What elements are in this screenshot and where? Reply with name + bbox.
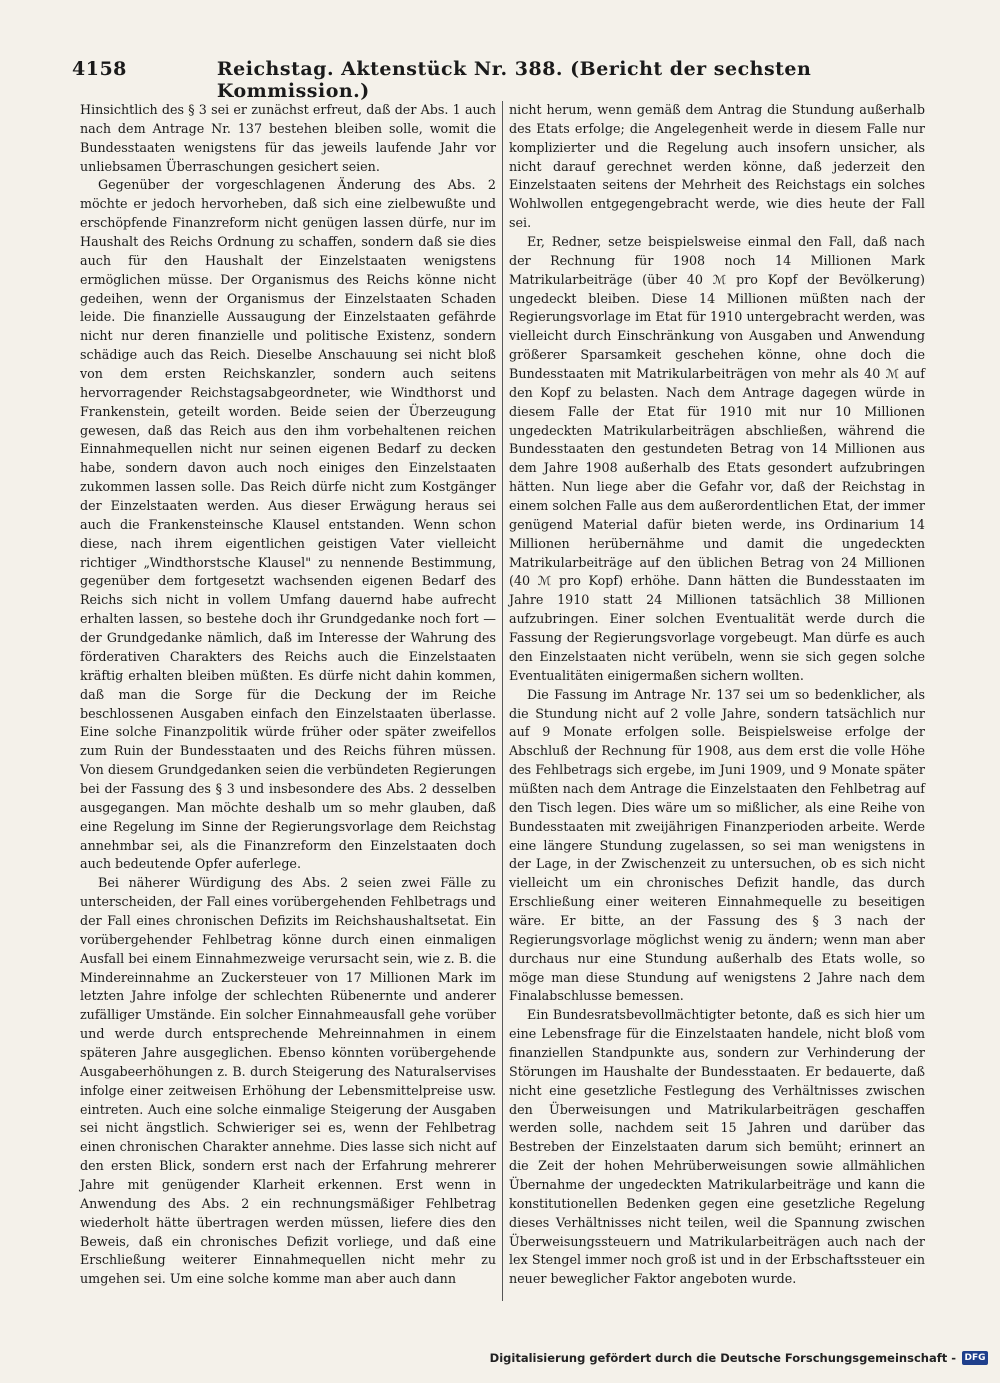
page-header xyxy=(72,58,930,102)
paragraph: Ein Bundesratsbevollmächtigter betonte, daß es sich hier um eine Lebensfrage für die Einzelstaaten handele, nicht bloß vom finanziellen Standpunkte aus, sondern zur Verhinderung der Störungen im Haushalte der Bundesstaaten. Er bedauerte, daß nicht eine gesetzliche Festlegung des Verhältnisses zwischen den Überweisungen und Matrikularbeiträgen geschaffen werden solle, nachdem seit 15 Jahren und darüber das Bestreben der Einzelstaaten darum sich bemüht; erinnert an die Zeit der hohen Mehrüberweisungen sowie allmählichen Übernahme der ungedeckten Matrikularbeiträge und kann die konstitutionellen Bedenken gegen eine gesetzliche Regelung dieses Verhältnisses nicht teilen, weil die Spannung zwischen Überweisungssteuern und Matrikularbeiträgen auch nach der lex Stengel immer noch groß ist und in der Erbschaftssteuer ein neuer beweglicher Faktor angeboten wurde. xyxy=(509,1007,925,1287)
paragraph: Bei näherer Würdigung des Abs. 2 seien zwei Fälle zu unterscheiden, der Fall eines vorübergehenden Fehlbetrags und der Fall eines chronischen Defizits im Reichshaushaltsetat. Ein vorübergehender Fehlbetrag könne durch einen einmaligen Ausfall bei einem Einnahmezweige verursacht sein, wie z. B. die Mindereinnahme an Zuckersteuer von 17 Millionen Mark im letzten Jahre infolge der schlechten Rübenernte und anderer zufälliger Umstände. Ein solcher Einnahmeausfall gehe vorüber und werde durch entsprechende Mehreinnahmen in einem späteren Jahre ausgeglichen. Ebenso könnten vorübergehende Ausgabeerhöhungen z. B. durch Steigerung des Naturalservises infolge einer zeitweisen Erhöhung der Lebensmittelpreise usw. eintreten. Auch eine solche einmalige Steigerung der Ausgaben sei nicht ängstlich. Schwieriger sei es, wenn der Fehlbetrag einen chronischen Charakter annehme. Dies lasse sich nicht auf den ersten Blick, sondern erst nach der Erfahrung mehrerer Jahre mit genügender Klarheit erkennen. Erst wenn in Anwendung des Abs. 2 ein rechnungsmäßiger Fehlbetrag wiederholt hätte übertragen werden müssen, liefere dies den Beweis, daß ein chronisches Defizit vorliege, und daß eine Erschließung weiterer Einnahmequellen nicht mehr zu umgehen sei. Um eine solche komme man aber auch dann xyxy=(80,875,496,1287)
paragraph: Gegenüber der vorgeschlagenen Änderung des Abs. 2 möchte er jedoch hervorheben, daß sich eine zielbewußte und erschöpfende Finanzreform nicht genügen lassen dürfe, nur im Haushalt des Reichs Ordnung zu schaffen, sondern daß sie dies auch für den Haushalt der Einzelstaaten wenigstens ermöglichen müsse. Der Organismus des Reichs könne nicht gedeihen, wenn der Organismus der Einzelstaaten Schaden leide. Die finanzielle Aussaugung der Einzelstaaten gefährde nicht nur deren finanzielle und politische Existenz, sondern schädige auch das Reich. Dieselbe Anschauung sei nicht bloß von dem ersten Reichskanzler, sondern auch seitens hervorragender Reichstagsabgeordneter, wie Windthorst und Frankenstein, geteilt worden. Beide seien der Überzeugung gewesen, daß das Reich aus den ihm vorbehaltenen reichen Einnahmequellen nicht nur seinen eigenen Bedarf zu decken habe, sondern davon auch noch einiges den Einzelstaaten zukommen lassen solle. Das Reich dürfe nicht zum Kostgänger der Einzelstaaten werden. Aus dieser Erwägung heraus sei auch die Frankensteinsche Klausel entstanden. Wenn schon diese, nach ihrem eigentlichen geistigen Vater vielleicht richtiger „Windthorstsche Klausel" zu nennende Bestimmung, gegenüber dem fortgesetzt wachsenden eigenen Bedarf des Reichs sich nicht in vollem Umfang dauernd habe aufrecht erhalten lassen, so bestehe doch ihr Grundgedanke noch fort — der Grundgedanke nämlich, daß im Interesse der Wahrung des förderativen Charakters des Reichs auch die Einzelstaaten kräftig erhalten bleiben müßten. Es dürfe nicht dahin kommen, daß man die Sorge für die Deckung der im Reiche beschlossenen Ausgaben einfach den Einzelstaaten überlasse. Eine solche Finanzpolitik würde früher oder später zweifellos zum Ruin der Bundesstaaten und des Reichs führen müssen. Von diesem Grundgedanken seien die verbündeten Regierungen bei der Fassung des § 3 und insbesondere des Abs. 2 desselben ausgegangen. Man möchte deshalb um so mehr glauben, daß eine Regelung im Sinne der Regierungsvorlage dem Reichstag annehmbar sei, als die Finanzreform den Einzelstaaten doch auch bedeutende Opfer auferlege. xyxy=(80,177,496,872)
paragraph: Hinsichtlich des § 3 sei er zunächst erfreut, daß der Abs. 1 auch nach dem Antrage Nr. 137 bestehen bleiben solle, womit die Bundesstaaten wenigstens für das jeweils laufende Jahr vor unliebsamen Überraschungen gesichert seien. xyxy=(80,102,496,174)
footer-credit: Digitalisierung gefördert durch die Deutsche Forschungsgemeinschaft - xyxy=(489,1351,956,1365)
left-column xyxy=(80,101,496,1289)
running-head: Reichstag. Aktenstück Nr. 388. (Bericht der sechsten Kommission.) xyxy=(216,58,812,102)
right-column xyxy=(509,101,925,1289)
paragraph: Er, Redner, setze beispielsweise einmal den Fall, daß nach der Rechnung für 1908 noch 14 Millionen Mark Matrikularbeiträge (über 40 ℳ pro Kopf der Bevölkerung) ungedeckt bleiben. Diese 14 Millionen müßten nach der Regierungsvorlage im Etat für 1910 untergebracht werden, was vielleicht durch Einschränkung von Ausgaben und Anwendung größerer Sparsamkeit geschehen könne, ohne doch die Bundesstaaten mit Matrikularbeiträgen von mehr als 40 ℳ auf den Kopf zu belasten. Nach dem Antrage dagegen würde in diesem Falle der Etat für 1910 mit nur 10 Millionen ungedeckten Matrikularbeiträgen abschließen, während die Bundesstaaten den gestundeten Betrag von 14 Millionen aus dem Jahre 1908 außerhalb des Etats gesondert aufzubringen hätten. Nun liege aber die Gefahr vor, daß der Reichstag in einem solchen Falle aus dem außerordentlichen Etat, der immer genügend Material dafür bieten werde, ins Ordinarium 14 Millionen herübernähme und damit die ungedeckten Matrikularbeiträge auf den üblichen Betrag von 24 Millionen (40 ℳ pro Kopf) erhöhe. Dann hätten die Bundesstaaten im Jahre 1910 statt 24 Millionen tatsächlich 38 Millionen aufzubringen. Einer solchen Eventualität werde durch die Fassung der Regierungsvorlage vorgebeugt. Man dürfe es auch den Einzelstaaten nicht verübeln, wenn sie sich gegen solche Eventualitäten einigermaßen sichern wollten. xyxy=(509,234,925,683)
column-divider xyxy=(502,101,503,1301)
dfg-logo: DFG xyxy=(962,1351,988,1365)
paragraph: nicht herum, wenn gemäß dem Antrag die Stundung außerhalb des Etats erfolge; die Angelegenheit werde in diesem Falle nur komplizierter und die Regelung auch insofern unsicher, als nicht darauf gerechnet werden könne, daß jederzeit den Einzelstaaten seitens der Mehrheit des Reichstags ein solches Wohlwollen entgegengebracht werde, wie dies heute der Fall sei. xyxy=(509,102,925,231)
page-number: 4158 xyxy=(72,58,127,80)
paragraph: Die Fassung im Antrage Nr. 137 sei um so bedenklicher, als die Stundung nicht auf 2 volle Jahre, sondern tatsächlich nur auf 9 Monate erfolgen solle. Beispielsweise erfolge der Abschluß der Rechnung für 1908, aus dem erst die volle Höhe des Fehlbetrags sich ergebe, im Juni 1909, und 9 Monate später müßten nach dem Antrage die Einzelstaaten den Fehlbetrag auf den Tisch legen. Dies wäre um so mißlicher, als eine Reihe von Bundesstaaten mit zweijährigen Finanzperioden arbeite. Werde eine längere Stundung zugelassen, so sei man wenigstens in der Lage, in der Zwischenzeit zu untersuchen, ob es sich nicht vielleicht um ein chronisches Defizit handle, das durch Erschließung einer weiteren Einnahmequelle zu beseitigen wäre. Er bitte, an der Fassung des § 3 nach der Regierungsvorlage möglichst wenig zu ändern; wenn man aber durchaus nur eine Stundung außerhalb des Etats wolle, so möge man diese Stundung auf wenigstens 2 Jahre nach dem Finalabschlusse bemessen. xyxy=(509,686,925,1004)
footer xyxy=(490,1351,988,1365)
